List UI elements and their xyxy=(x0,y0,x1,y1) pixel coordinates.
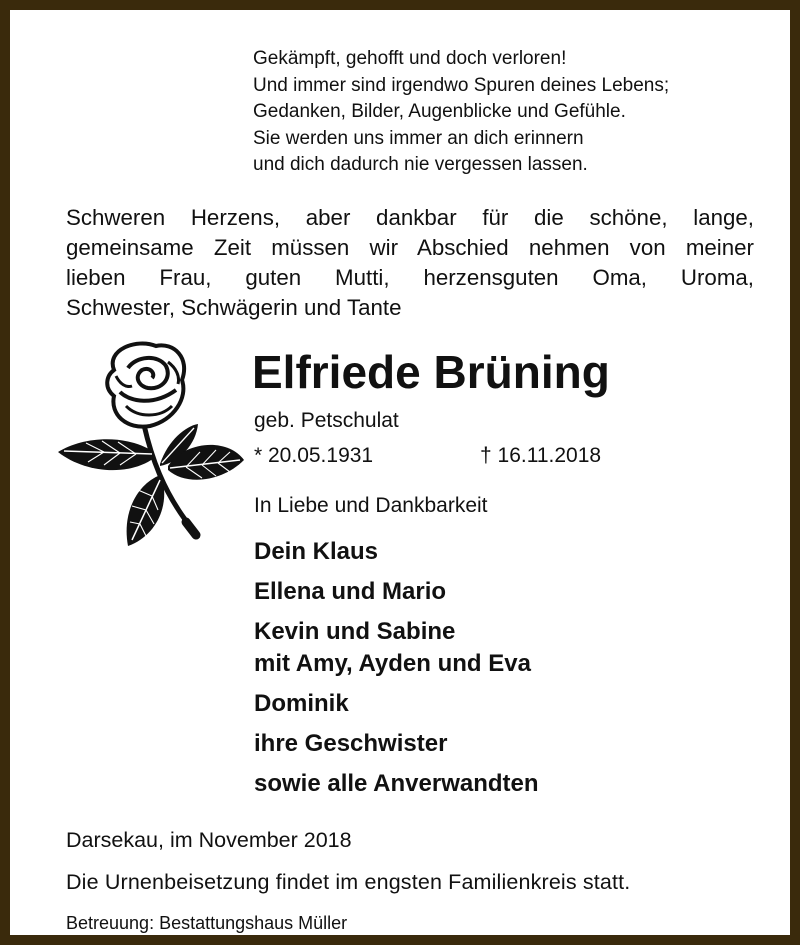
poem-line: Sie werden uns immer an dich erinnern xyxy=(253,127,584,149)
thanks-line: In Liebe und Dankbarkeit xyxy=(254,494,488,517)
poem xyxy=(253,46,783,179)
intro-line: Schweren Herzens, aber dankbar für die schöne, lange, xyxy=(66,205,754,230)
birth-name: geb. Petschulat xyxy=(254,409,399,432)
mourner-line: mit Amy, Ayden und Eva xyxy=(254,650,531,677)
mourner-line: Dein Klaus xyxy=(254,538,379,565)
birth-date: * 20.05.1931 xyxy=(254,444,374,467)
mourner-group xyxy=(254,576,539,608)
place-date: Darsekau, im November 2018 xyxy=(66,828,352,852)
mourners-list xyxy=(254,536,539,808)
deceased-name: Elfriede Brüning xyxy=(252,346,610,398)
mourner-line: Dominik xyxy=(254,690,349,717)
mourner-line: Ellena und Mario xyxy=(254,578,447,605)
mourner-group xyxy=(254,536,539,568)
care-note: Betreuung: Bestattungshaus Müller xyxy=(66,913,348,933)
poem-line: Und immer sind irgendwo Spuren deines Lebens; xyxy=(253,74,670,96)
life-dates xyxy=(254,443,602,469)
mourner-group xyxy=(254,728,539,760)
intro-text xyxy=(66,203,754,323)
mourner-line: Kevin und Sabine xyxy=(254,618,456,645)
poem-line: Gekämpft, gehofft und doch verloren! xyxy=(253,48,567,69)
mourner-line: ihre Geschwister xyxy=(254,730,448,757)
mourner-group xyxy=(254,616,539,680)
intro-line: lieben Frau, guten Mutti, herzensguten Oma, Uroma, xyxy=(66,265,754,290)
mourner-group xyxy=(254,688,539,720)
intro-line: Schwester, Schwägerin und Tante xyxy=(66,295,402,320)
mourner-group xyxy=(254,768,539,800)
death-date: † 16.11.2018 xyxy=(480,444,602,467)
intro-line: gemeinsame Zeit müssen wir Abschied nehmen von meiner xyxy=(66,235,754,260)
mourner-line: sowie alle Anverwandten xyxy=(254,770,539,797)
poem-line: und dich dadurch nie vergessen lassen. xyxy=(253,154,588,175)
rose-icon xyxy=(56,340,246,555)
poem-line: Gedanken, Bilder, Augenblicke und Gefühle. xyxy=(253,101,626,122)
burial-note: Die Urnenbeisetzung findet im engsten Familienkreis statt. xyxy=(66,870,631,894)
